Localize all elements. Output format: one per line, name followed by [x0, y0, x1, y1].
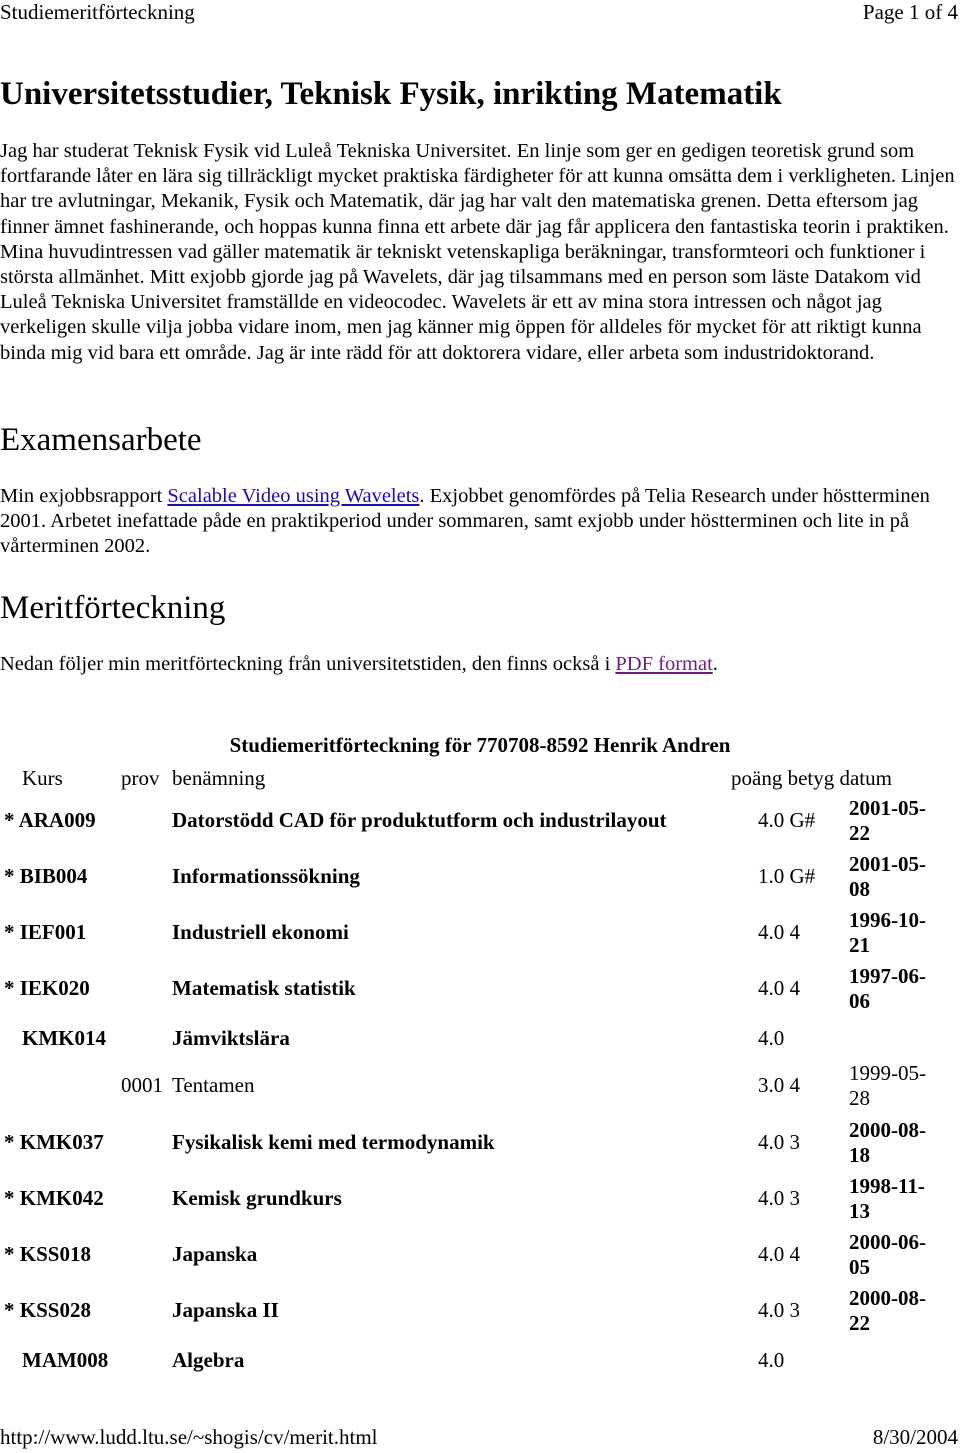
cell-benamning: Tentamen — [172, 1073, 255, 1097]
cell-poang-betyg: 4.0 4 — [758, 976, 800, 1000]
cell-datum-line2: 13 — [849, 1199, 870, 1223]
cell-poang-betyg: 4.0 G# — [758, 808, 816, 832]
cell-benamning: Fysikalisk kemi med termodynamik — [172, 1130, 495, 1154]
table-row — [0, 1018, 960, 1058]
intro-paragraph: Jag har studerat Teknisk Fysik vid Luleå Tekniska Universitet. En linje som ger en gedigen teoretisk grund som fortfarande låter en lära sig tillräckligt mycket praktiska färdigheter för att kunna omsätta dem i verkligheten. Linjen har tre avlutningar, Mekanik, Fysik och Matematik, där jag har valt den matematiska grenen. Detta eftersom jag finner ämnet fashinerande, och hoppas kunna finna ett arbete där jag får applicera den fantastiska teorin i praktiken. Mina huvudintressen vad gäller matematik är tekniskt vetenskapliga beräkningar, transformteori och funktioner i största allmänhet. Mitt exjobb gjorde jag på Wavelets, där jag tilsammans med en person som läste Datakom vid Luleå Tekniska Universitet framställde en videocodec. Wavelets är ett av mina stora intressen och något jag verkeligen skulle vilja jobba vidare inom, men jag känner mig öppen för alldeles för mycket för att riktigt kunna binda mig vid bara ett område. Jag är inte rädd för att doktorera vidare, eller arbeta som industridoktorand. — [0, 140, 955, 364]
cell-benamning: Informationssökning — [172, 864, 360, 888]
cell-datum-line1: 2000-08- — [849, 1286, 926, 1310]
cell-datum-line2: 22 — [849, 821, 870, 845]
header-page-number: Page 1 of 4 — [862, 0, 958, 24]
table-row — [0, 1284, 960, 1340]
cell-datum-line1: 1998-11- — [849, 1174, 925, 1198]
cell-kurs: * KMK042 — [4, 1186, 104, 1210]
cell-kurs: * ARA009 — [4, 808, 96, 832]
cell-poang-betyg: 4.0 4 — [758, 1242, 800, 1266]
cell-datum-line1: 1999-05- — [849, 1061, 926, 1085]
table-row — [0, 794, 960, 850]
footer-date: 8/30/2004 — [872, 1425, 958, 1449]
cell-datum-line1: 2001-05- — [849, 852, 926, 876]
cell-poang-betyg: 4.0 3 — [758, 1130, 800, 1154]
table-row — [0, 1228, 960, 1284]
cell-poang-betyg: 4.0 4 — [758, 920, 800, 944]
merit-text-before: Nedan följer min meritförteckning från universitetstiden, den finns också i — [0, 653, 616, 675]
header-prov: prov — [121, 766, 160, 790]
page-title: Universitetsstudier, Teknisk Fysik, inrikting Matematik — [0, 76, 782, 112]
cell-benamning: Japanska — [172, 1242, 258, 1266]
cell-kurs: KMK014 — [22, 1026, 106, 1050]
cell-poang-betyg: 4.0 3 — [758, 1298, 800, 1322]
exam-text-before: Min exjobbsrapport — [0, 485, 168, 507]
grades-table — [0, 764, 960, 1380]
cell-datum-line2: 22 — [849, 1311, 870, 1335]
table-row — [0, 906, 960, 962]
cell-datum-line1: 2000-06- — [849, 1230, 926, 1254]
cell-datum-line2: 21 — [849, 933, 870, 957]
table-row — [0, 850, 960, 906]
table-row — [0, 1172, 960, 1228]
cell-kurs: * IEK020 — [4, 976, 90, 1000]
header-benamning: benämning — [172, 766, 266, 790]
exam-text-after: . Exjobbet genomfördes på Telia Research under höstterminen 2001. Arbetet inefattade påde en praktikperiod under sommaren, samt exjobb under höstterminen och lite in på vårterminen 2002. — [0, 485, 930, 558]
cell-datum-line2: 05 — [849, 1255, 870, 1279]
cell-datum-line1: 2000-08- — [849, 1118, 926, 1142]
merit-heading: Meritförteckning — [0, 590, 226, 626]
pdf-format-link[interactable]: PDF format — [615, 653, 713, 675]
report-link[interactable]: Scalable Video using Wavelets — [167, 485, 420, 507]
table-title: Studiemeritförteckning för 770708-8592 Henrik Andren — [229, 733, 731, 757]
cell-poang-betyg: 4.0 — [758, 1348, 785, 1372]
cell-poang-betyg: 3.0 4 — [758, 1073, 800, 1097]
cell-datum-line2: 06 — [849, 989, 870, 1013]
cell-datum-line2: 18 — [849, 1143, 870, 1167]
cell-kurs: MAM008 — [22, 1348, 109, 1372]
print-header — [0, 0, 960, 26]
footer-url: http://www.ludd.ltu.se/~shogis/cv/merit.html — [0, 1425, 378, 1449]
cell-benamning: Kemisk grundkurs — [172, 1186, 342, 1210]
header-document-title: Studiemeritförteckning — [0, 0, 195, 24]
cell-kurs: * BIB004 — [4, 864, 88, 888]
table-row — [0, 1116, 960, 1172]
table-row — [0, 1058, 960, 1116]
cell-datum-line1: 2001-05- — [849, 796, 926, 820]
cell-poang-betyg: 4.0 3 — [758, 1186, 800, 1210]
cell-datum-line1: 1996-10- — [849, 908, 926, 932]
cell-datum-line2: 08 — [849, 877, 870, 901]
cell-kurs: * KSS018 — [4, 1242, 91, 1266]
table-row — [0, 1340, 960, 1380]
cell-benamning: Jämviktslära — [172, 1026, 290, 1050]
header-poang-betyg-datum: poäng betyg datum — [731, 766, 892, 790]
cell-kurs: * KMK037 — [4, 1130, 104, 1154]
cell-prov: 0001 — [121, 1073, 163, 1097]
cell-benamning: Matematisk statistik — [172, 976, 356, 1000]
exam-heading: Examensarbete — [0, 422, 202, 458]
cell-benamning: Datorstödd CAD för produktutform och industrilayout — [172, 808, 667, 832]
header-kurs: Kurs — [22, 766, 63, 790]
cell-benamning: Japanska II — [172, 1298, 279, 1322]
cell-kurs: * IEF001 — [4, 920, 87, 944]
cell-poang-betyg: 1.0 G# — [758, 864, 816, 888]
cell-datum-line1: 1997-06- — [849, 964, 926, 988]
cell-datum-line2: 28 — [849, 1086, 870, 1110]
cell-poang-betyg: 4.0 — [758, 1026, 785, 1050]
exam-paragraph — [0, 484, 960, 560]
cell-kurs: * KSS028 — [4, 1298, 91, 1322]
merit-paragraph — [0, 652, 960, 677]
table-header-row — [0, 764, 960, 794]
table-body — [0, 794, 960, 1380]
cell-benamning: Algebra — [172, 1348, 245, 1372]
merit-text-after: . — [712, 653, 718, 675]
cell-benamning: Industriell ekonomi — [172, 920, 349, 944]
table-row — [0, 962, 960, 1018]
